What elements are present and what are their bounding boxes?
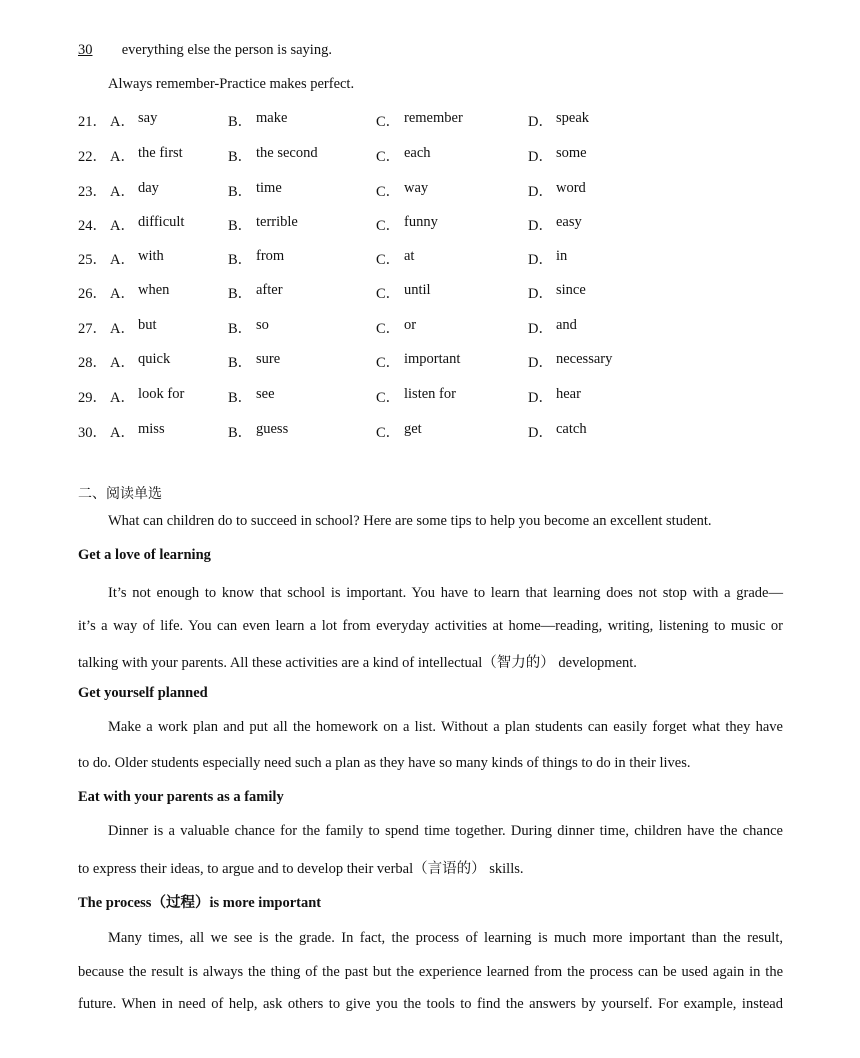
option-d-text: catch <box>556 421 587 437</box>
option-a-text: say <box>138 110 158 126</box>
option-letter-a: A． <box>110 355 135 371</box>
option-c-text: listen for <box>404 386 456 402</box>
option-b-text: sure <box>256 351 281 367</box>
option-letter-a: A． <box>110 114 135 130</box>
option-letter-c: C． <box>376 425 401 441</box>
paragraph-line: to do. Older students especially need such a plan as they have so many kinds of things to do in their lives. <box>78 755 691 771</box>
option-d-text: in <box>556 248 568 264</box>
option-letter-b: B． <box>228 321 253 337</box>
option-letter-a: A． <box>110 184 135 200</box>
option-d-text: since <box>556 282 586 298</box>
option-letter-a: A． <box>110 286 135 302</box>
option-c-text: until <box>404 282 431 298</box>
paragraph-line: it’s a way of life. You can even learn a lot from everyday activities at home—reading, writing, listening to music or <box>78 618 783 634</box>
question-number: 21． <box>78 114 107 130</box>
heading-eat-with-parents: Eat with your parents as a family <box>78 789 284 805</box>
heading-love-of-learning: Get a love of learning <box>78 547 211 563</box>
option-letter-c: C． <box>376 286 401 302</box>
option-d-text: some <box>556 145 587 161</box>
option-letter-a: A． <box>110 149 135 165</box>
option-letter-a: A． <box>110 425 135 441</box>
question-row <box>78 351 798 371</box>
option-letter-b: B． <box>228 149 253 165</box>
option-c-text: at <box>404 248 415 264</box>
question-number: 23． <box>78 184 107 200</box>
option-b-text: so <box>256 317 269 333</box>
option-b-text: terrible <box>256 214 298 230</box>
section-title: 二、阅读单选 <box>78 486 162 502</box>
option-a-text: day <box>138 180 159 196</box>
option-letter-d: D． <box>528 184 553 200</box>
option-a-text: quick <box>138 351 171 367</box>
option-letter-a: A． <box>110 218 135 234</box>
option-c-text: funny <box>404 214 438 230</box>
option-d-text: easy <box>556 214 582 230</box>
question-number: 25． <box>78 252 107 268</box>
option-b-text: the second <box>256 145 318 161</box>
option-letter-d: D． <box>528 355 553 371</box>
option-c-text: or <box>404 317 417 333</box>
question-row <box>78 110 798 130</box>
option-a-text: the first <box>138 145 183 161</box>
paragraph-line: talking with your parents. All these activities are a kind of intellectual（智力的） development. <box>78 655 637 671</box>
question-number: 30． <box>78 425 107 441</box>
option-a-text: look for <box>138 386 185 402</box>
question-number: 26． <box>78 286 107 302</box>
option-letter-b: B． <box>228 390 253 406</box>
option-letter-c: C． <box>376 114 401 130</box>
option-a-text: but <box>138 317 157 333</box>
option-letter-a: A． <box>110 252 135 268</box>
option-letter-c: C． <box>376 355 401 371</box>
option-letter-b: B． <box>228 286 253 302</box>
option-b-text: see <box>256 386 275 402</box>
option-b-text: time <box>256 180 282 196</box>
option-d-text: necessary <box>556 351 613 367</box>
option-letter-d: D． <box>528 286 553 302</box>
option-letter-b: B． <box>228 355 253 371</box>
question-row <box>78 386 798 406</box>
cloze-line-30 <box>78 42 332 59</box>
option-letter-b: B． <box>228 425 253 441</box>
option-d-text: and <box>556 317 577 333</box>
option-letter-d: D． <box>528 149 553 165</box>
option-letter-d: D． <box>528 425 553 441</box>
option-b-text: after <box>256 282 283 298</box>
question-row <box>78 317 798 337</box>
option-letter-d: D． <box>528 390 553 406</box>
option-letter-d: D． <box>528 114 553 130</box>
option-letter-b: B． <box>228 184 253 200</box>
option-letter-c: C． <box>376 184 401 200</box>
question-number: 22． <box>78 149 107 165</box>
option-letter-b: B． <box>228 252 253 268</box>
option-letter-d: D． <box>528 321 553 337</box>
option-c-text: important <box>404 351 461 367</box>
question-row <box>78 145 798 165</box>
paragraph-line: to express their ideas, to argue and to develop their verbal（言语的） skills. <box>78 861 524 877</box>
reading-intro: What can children do to succeed in school? Here are some tips to help you become an excellent student. <box>108 513 712 529</box>
cloze-closing-line: Always remember-Practice makes perfect. <box>108 76 355 92</box>
option-letter-a: A． <box>110 390 135 406</box>
option-c-text: each <box>404 145 431 161</box>
option-b-text: from <box>256 248 285 264</box>
heading-get-planned: Get yourself planned <box>78 685 208 701</box>
option-c-text: way <box>404 180 429 196</box>
heading-process-important: The process（过程）is more important <box>78 895 322 911</box>
question-row <box>78 248 798 268</box>
option-letter-b: B． <box>228 114 253 130</box>
option-c-text: get <box>404 421 422 437</box>
option-d-text: speak <box>556 110 590 126</box>
option-a-text: difficult <box>138 214 185 230</box>
option-b-text: guess <box>256 421 289 437</box>
question-row <box>78 421 798 441</box>
option-d-text: hear <box>556 386 581 402</box>
option-d-text: word <box>556 180 586 196</box>
option-a-text: miss <box>138 421 165 437</box>
option-letter-c: C． <box>376 218 401 234</box>
paragraph-line: because the result is always the thing of the past but the experience learned from the process can be used again in the <box>78 964 783 980</box>
option-letter-c: C． <box>376 321 401 337</box>
blank-30: 30 <box>78 42 93 58</box>
paragraph-line: Many times, all we see is the grade. In fact, the process of learning is much more important than the result, <box>108 930 783 946</box>
option-letter-c: C． <box>376 390 401 406</box>
paragraph-line: future. When in need of help, ask others to give you the tools to find the answers by yourself. For example, instead <box>78 996 783 1012</box>
question-row <box>78 180 798 200</box>
question-number: 27． <box>78 321 107 337</box>
option-a-text: when <box>138 282 170 298</box>
paragraph-line: It’s not enough to know that school is important. You have to learn that learning does not stop with a grade— <box>108 585 783 601</box>
option-letter-d: D． <box>528 252 553 268</box>
option-letter-c: C． <box>376 149 401 165</box>
cloze-text: everything else the person is saying. <box>121 42 332 58</box>
option-a-text: with <box>138 248 164 264</box>
option-c-text: remember <box>404 110 463 126</box>
option-b-text: make <box>256 110 288 126</box>
option-letter-c: C． <box>376 252 401 268</box>
question-row <box>78 214 798 234</box>
option-letter-a: A． <box>110 321 135 337</box>
question-number: 28． <box>78 355 107 371</box>
question-number: 29． <box>78 390 107 406</box>
question-number: 24． <box>78 218 107 234</box>
option-letter-b: B． <box>228 218 253 234</box>
paragraph-line: Make a work plan and put all the homework on a list. Without a plan students can easily forget what they have <box>108 719 783 735</box>
question-row <box>78 282 798 302</box>
paragraph-line: Dinner is a valuable chance for the family to spend time together. During dinner time, children have the chance <box>108 823 783 839</box>
option-letter-d: D． <box>528 218 553 234</box>
